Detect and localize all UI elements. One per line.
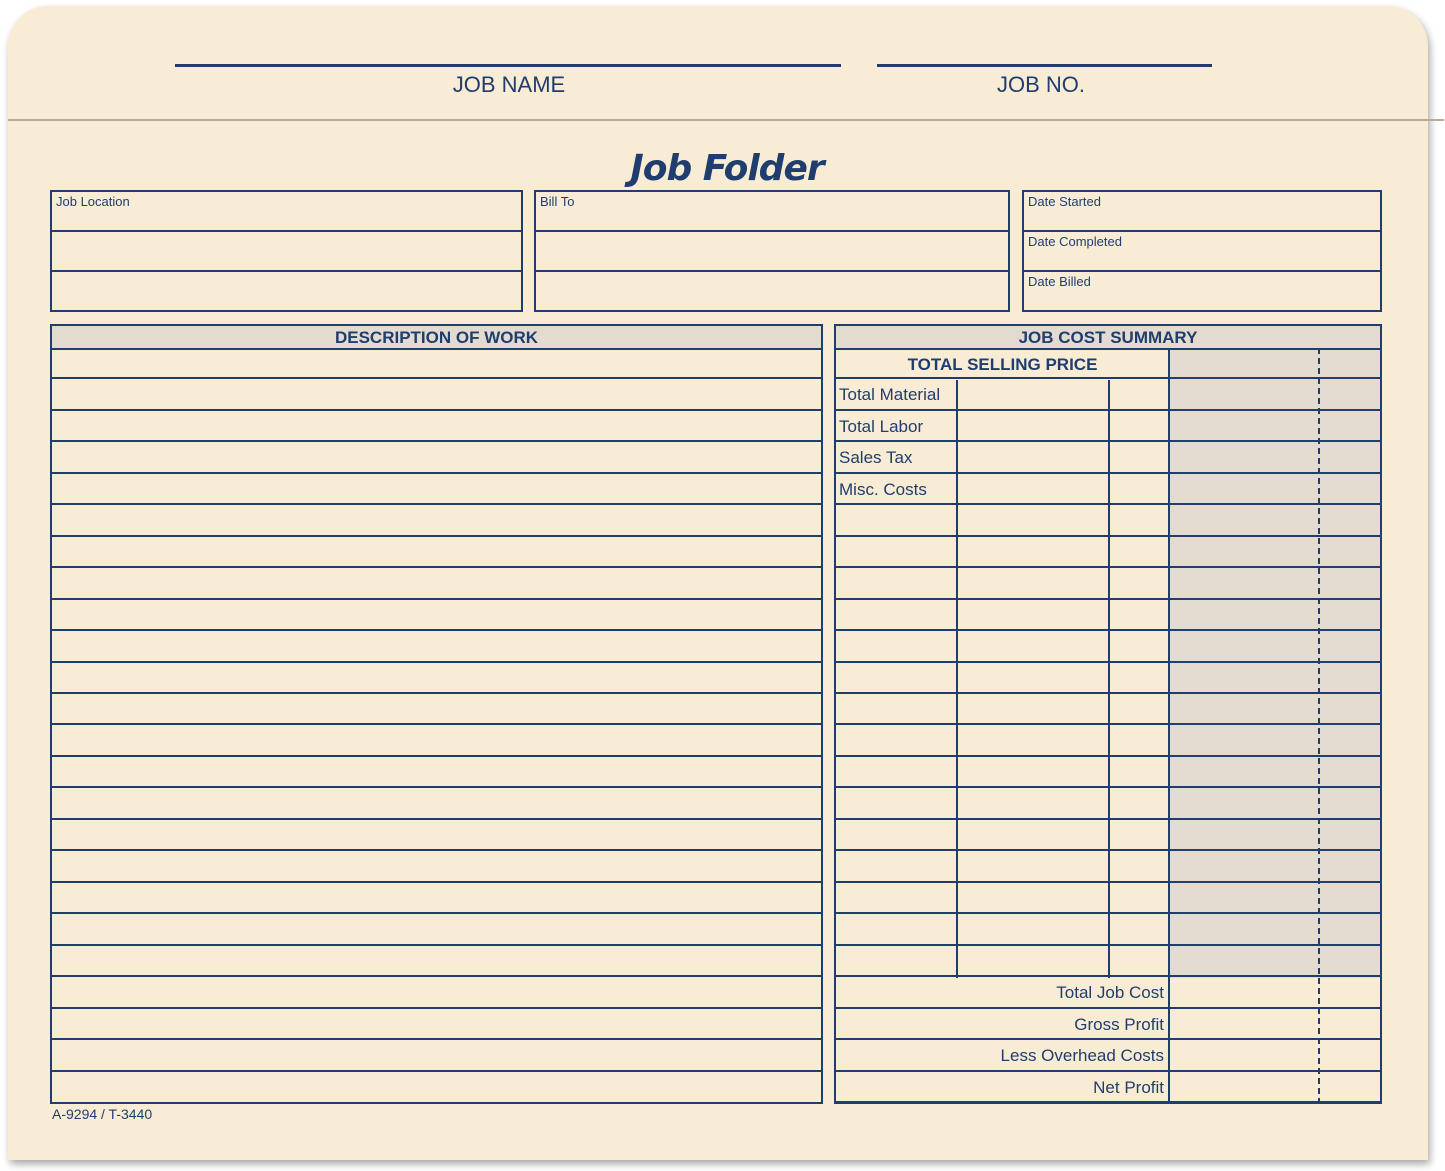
cost-row[interactable] (836, 757, 1380, 788)
cost-row[interactable] (836, 442, 1380, 473)
cost-row[interactable] (836, 348, 1380, 379)
job-no-line[interactable] (877, 64, 1212, 67)
job-name-line[interactable] (175, 64, 841, 67)
cost-row[interactable] (836, 726, 1380, 757)
cost-row[interactable] (836, 914, 1380, 945)
total-label: Total Job Cost (1056, 983, 1164, 1003)
description-line[interactable] (52, 568, 821, 599)
form-code: A-9294 / T-3440 (52, 1106, 153, 1122)
cost-item-label: Misc. Costs (839, 479, 927, 499)
job-no-label: JOB NO. (996, 72, 1086, 97)
description-line[interactable] (52, 757, 821, 788)
cost-row[interactable] (836, 568, 1380, 599)
description-line[interactable] (52, 883, 821, 914)
total-label: Net Profit (1093, 1077, 1164, 1097)
description-line[interactable] (52, 411, 821, 442)
description-line[interactable] (52, 851, 821, 882)
cost-row[interactable] (836, 883, 1380, 914)
job-location-box[interactable] (50, 190, 523, 312)
cost-row[interactable] (836, 851, 1380, 882)
description-line[interactable] (52, 505, 821, 536)
date-billed-label: Date Billed (1028, 274, 1091, 289)
date-completed-label: Date Completed (1028, 234, 1122, 249)
cost-item-label: Sales Tax (839, 448, 913, 468)
description-line[interactable] (52, 537, 821, 568)
description-line[interactable] (52, 1040, 821, 1071)
dates-box[interactable] (1022, 190, 1382, 312)
cost-row[interactable] (836, 631, 1380, 662)
total-label: Less Overhead Costs (1000, 1046, 1164, 1066)
job-location-label: Job Location (56, 194, 130, 209)
form-title: Job Folder (630, 148, 824, 189)
job-cost-summary-panel[interactable] (834, 324, 1382, 1104)
cost-row[interactable] (836, 663, 1380, 694)
description-of-work-panel[interactable] (50, 324, 823, 1104)
cost-row[interactable] (836, 694, 1380, 725)
cost-item-label: Total Labor (839, 416, 924, 436)
job-name-label: JOB NAME (452, 72, 566, 97)
description-line[interactable] (52, 631, 821, 662)
description-line[interactable] (52, 348, 821, 379)
cost-item-label: Total Material (839, 385, 941, 405)
cost-row[interactable] (836, 946, 1380, 977)
description-line[interactable] (52, 663, 821, 694)
bill-to-box[interactable] (534, 190, 1010, 312)
cost-summary-heading: JOB COST SUMMARY (836, 326, 1380, 350)
description-line[interactable] (52, 694, 821, 725)
description-line[interactable] (52, 442, 821, 473)
description-line[interactable] (52, 946, 821, 977)
description-line[interactable] (52, 379, 821, 410)
cost-row[interactable] (836, 600, 1380, 631)
description-line[interactable] (52, 1009, 821, 1040)
cost-row[interactable] (836, 820, 1380, 851)
date-started-label: Date Started (1028, 194, 1101, 209)
description-line[interactable] (52, 820, 821, 851)
cost-row[interactable] (836, 505, 1380, 536)
description-line[interactable] (52, 600, 821, 631)
cost-row[interactable] (836, 537, 1380, 568)
description-line[interactable] (52, 977, 821, 1008)
bill-to-label: Bill To (540, 194, 575, 209)
cost-row[interactable] (836, 788, 1380, 819)
total-label: Gross Profit (1074, 1014, 1164, 1034)
description-line[interactable] (52, 474, 821, 505)
description-line[interactable] (52, 788, 821, 819)
tab-fold-line (8, 119, 1444, 121)
description-line[interactable] (52, 726, 821, 757)
description-line[interactable] (52, 914, 821, 945)
total-selling-price-label: TOTAL SELLING PRICE (907, 355, 1098, 374)
description-heading: DESCRIPTION OF WORK (52, 326, 821, 350)
